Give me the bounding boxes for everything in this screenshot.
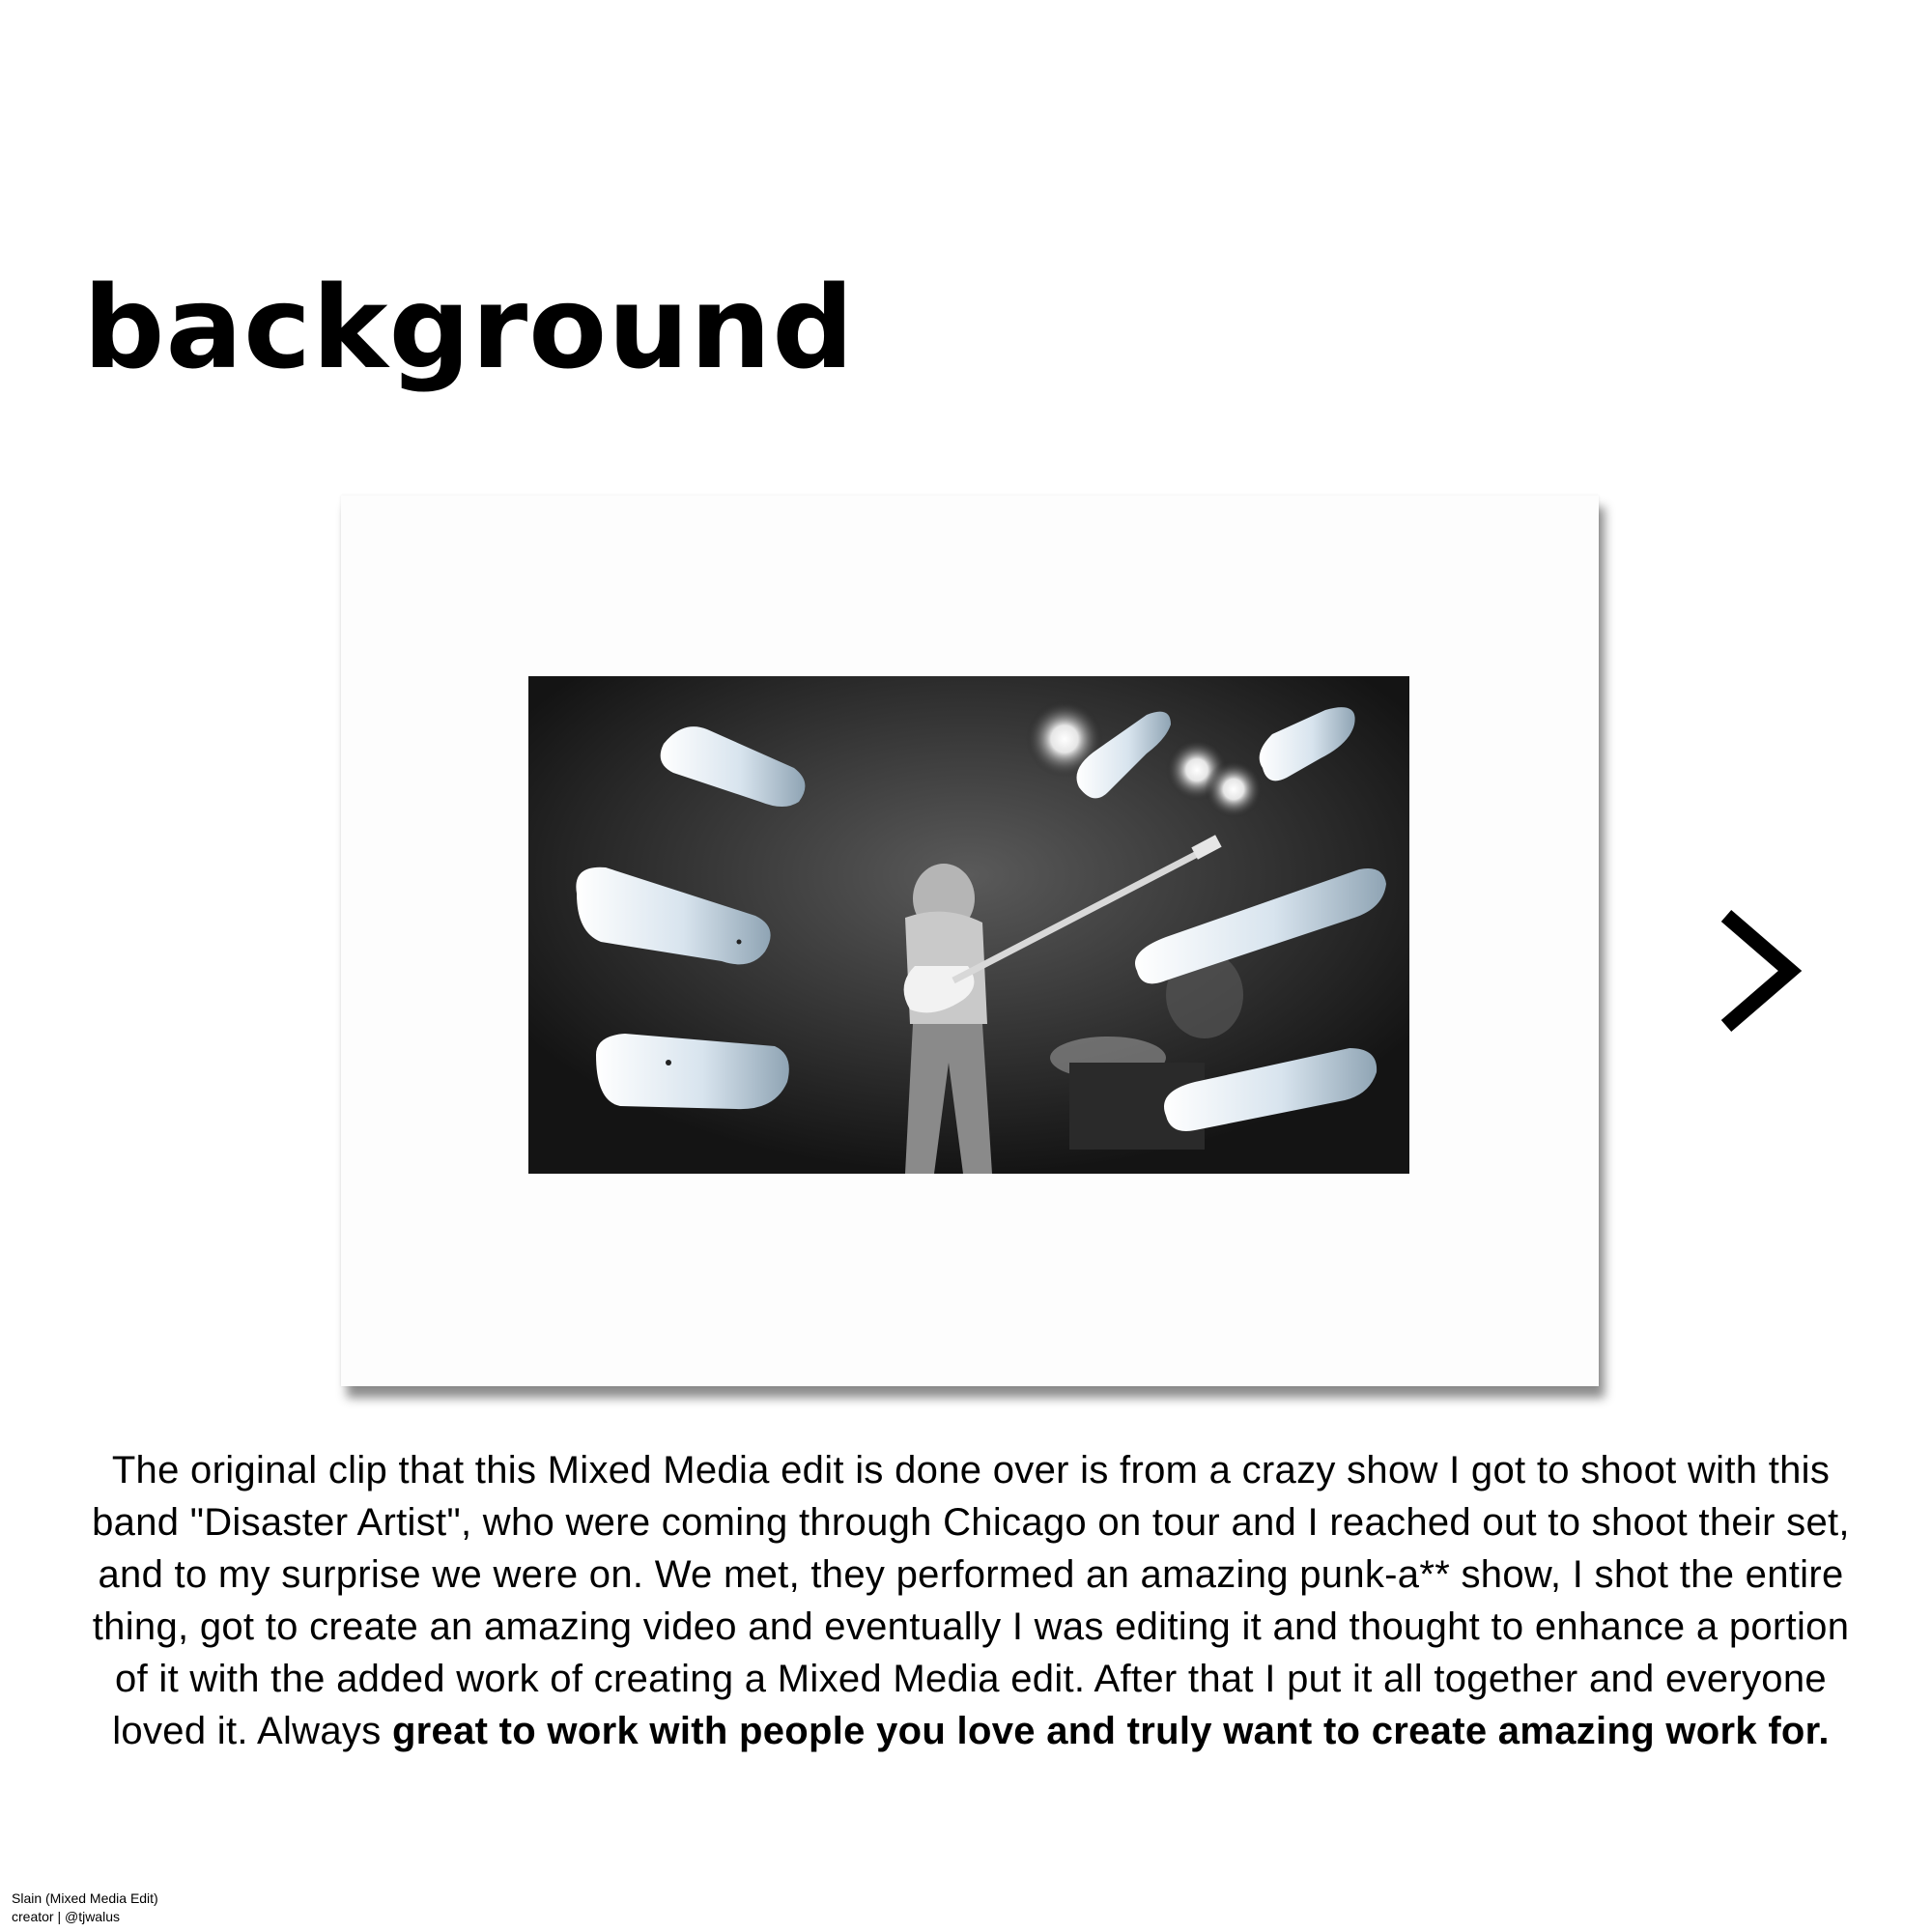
credit-block (12, 1889, 158, 1926)
next-arrow-button[interactable] (1715, 908, 1811, 1034)
band-photo (528, 676, 1409, 1174)
photo-frame (341, 496, 1599, 1386)
body-paragraph (87, 1444, 1855, 1757)
credit-creator: creator | @tjwalus (12, 1909, 120, 1924)
credit-title: Slain (Mixed Media Edit) (12, 1890, 158, 1906)
page-title: background (83, 261, 855, 394)
body-emphasis: great to work with people you love and truly want to create amazing work for. (391, 1710, 1830, 1752)
body-text: The original clip that this Mixed Media edit is done over is from a crazy show I got to shoot with this band "Disaster Artist", who were coming through Chicago on tour and I reached out to shoot their set, and to my surprise we were on. We met, they performed an amazing punk-a** show, I shot the entire thing, got to create an amazing video and eventually I was editing it and thought to enhance a portion of it with the added work of creating a Mixed Media edit. After that I put it all together and everyone loved it. Always (92, 1449, 1850, 1752)
chevron-right-icon (1715, 908, 1811, 1034)
band-photo-artwork (528, 676, 1409, 1174)
